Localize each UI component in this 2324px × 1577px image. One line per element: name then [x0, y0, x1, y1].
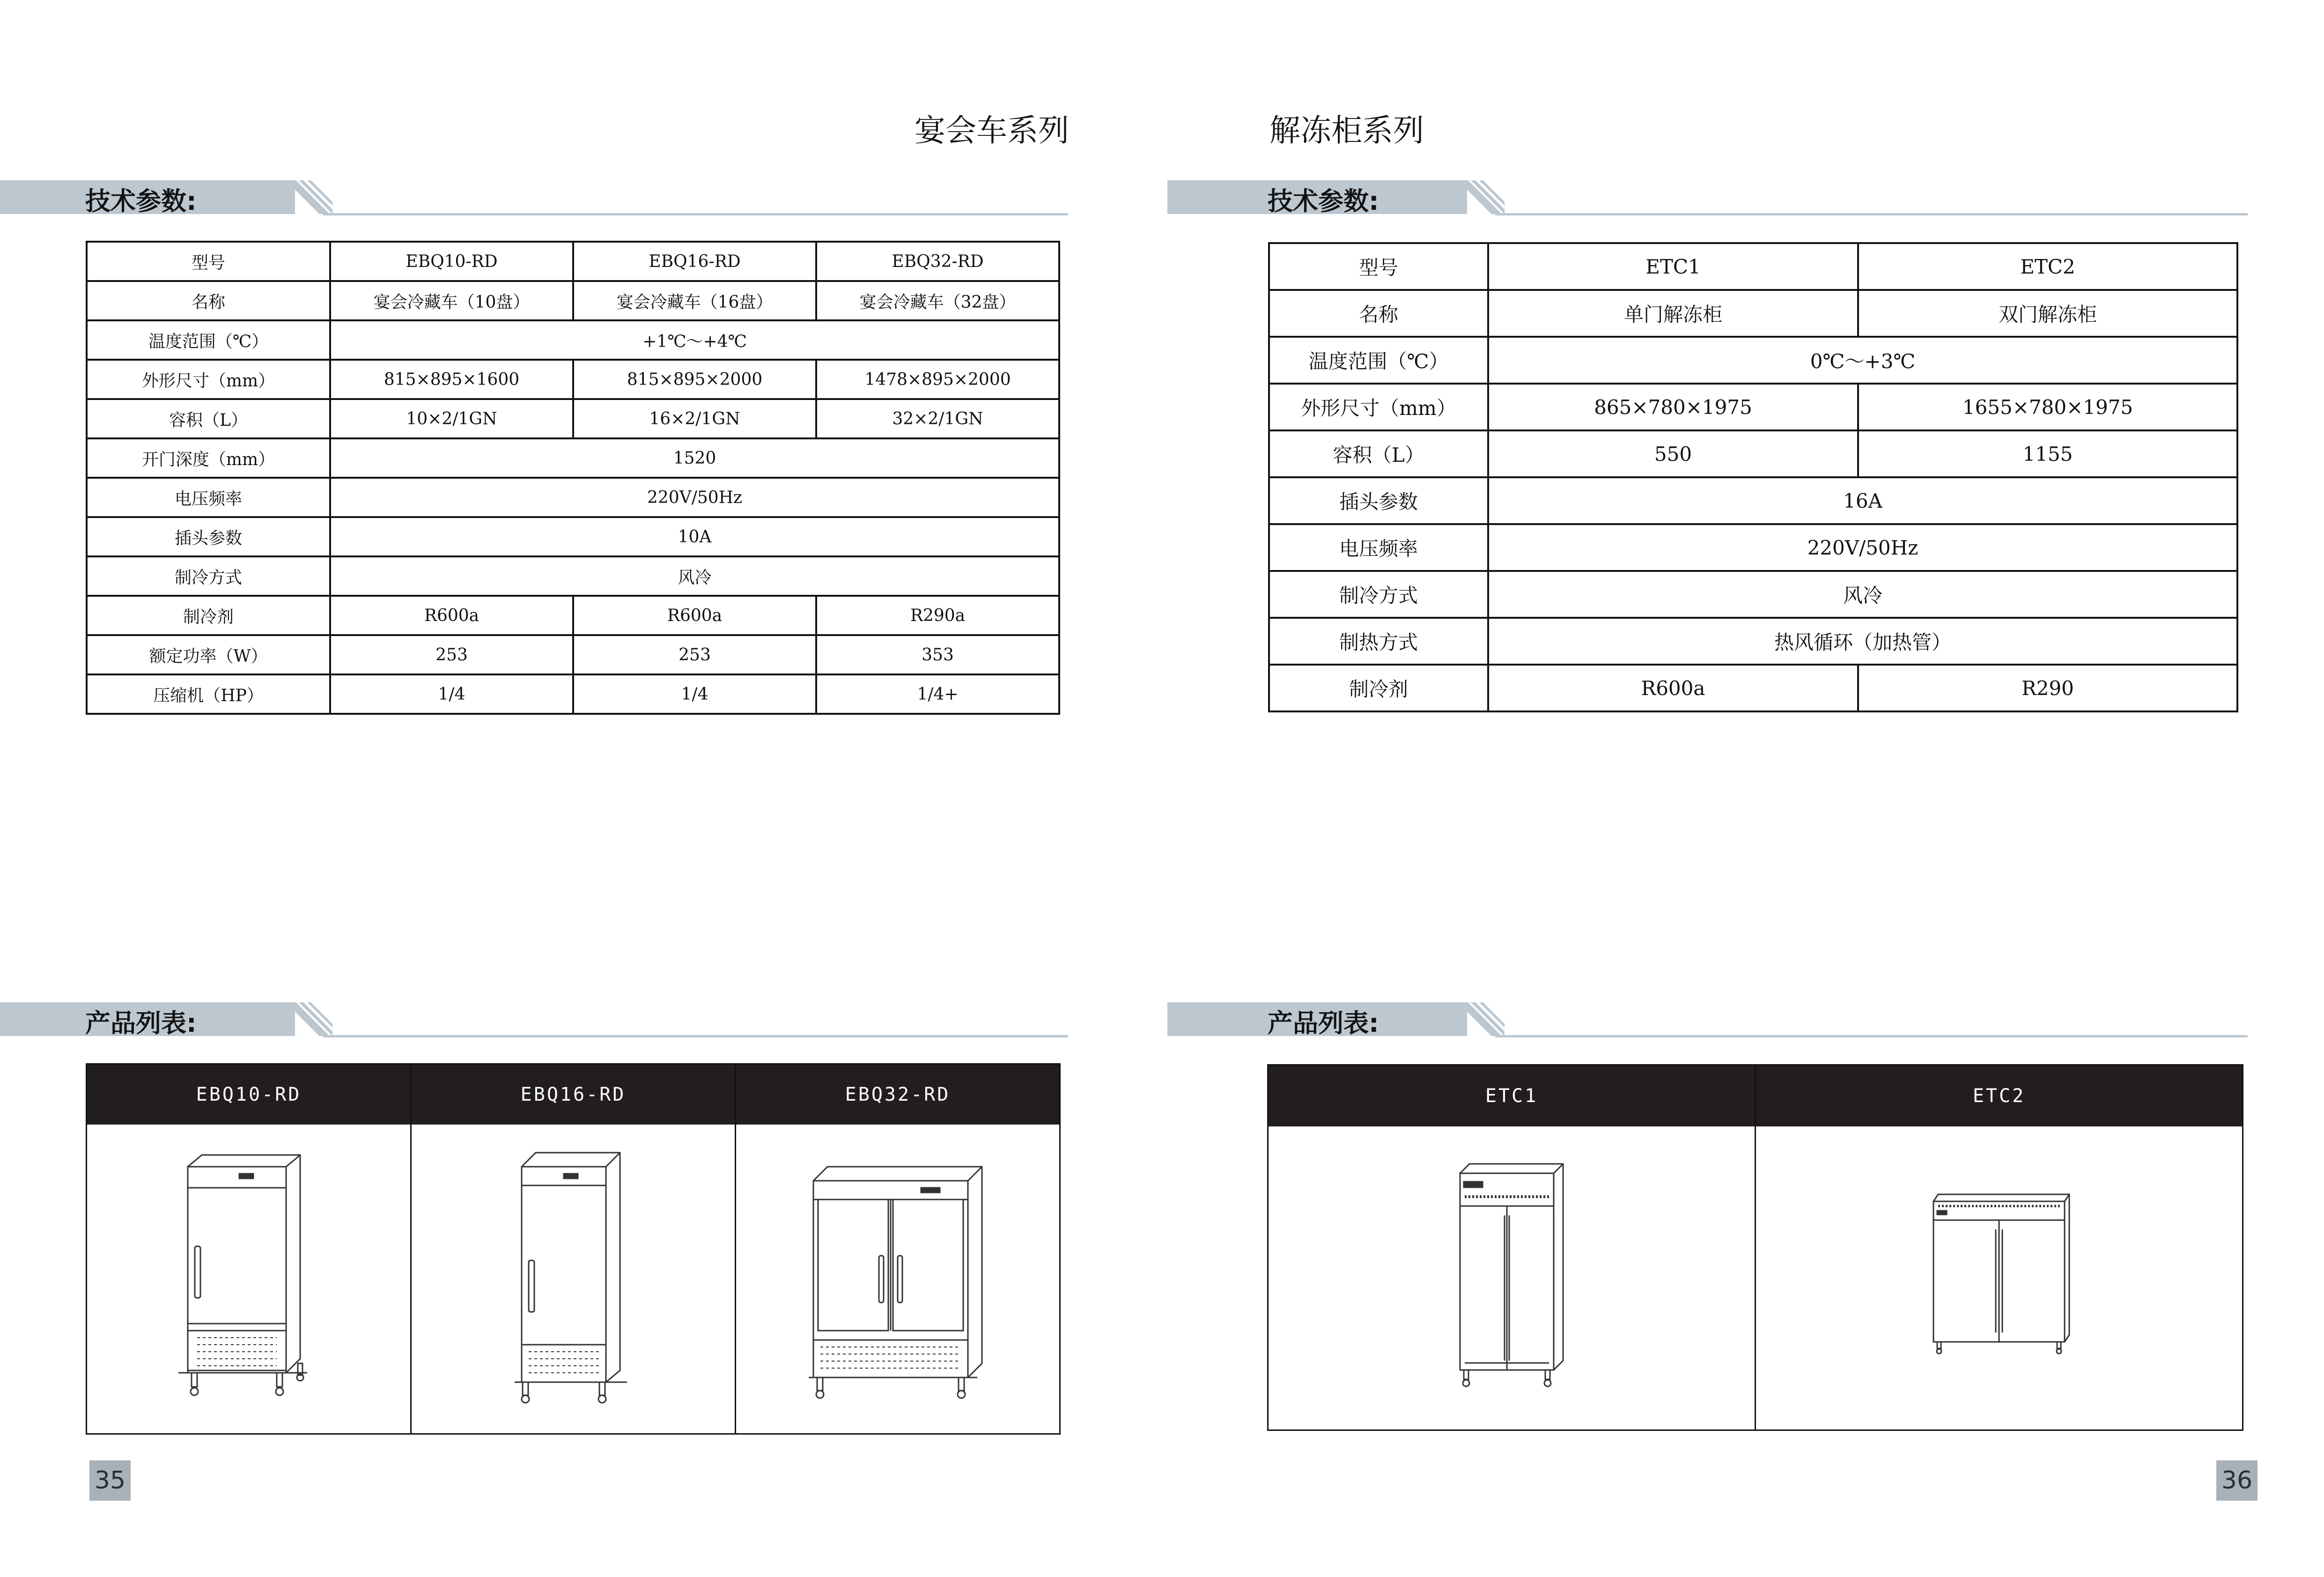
page-number: 35 — [89, 1460, 131, 1501]
spec-row — [87, 596, 1059, 635]
spec-row — [1269, 290, 2237, 337]
spec-row-label: 制冷方式 — [1269, 571, 1488, 618]
product-name: ETC1 — [1269, 1066, 1755, 1126]
spec-value-merged: +1℃～+4℃ — [330, 320, 1059, 360]
stripe-decoration-icon — [1458, 180, 1505, 214]
spec-header-row — [1269, 243, 2237, 290]
spec-row — [87, 320, 1059, 360]
spec-table — [86, 241, 1060, 715]
spec-value: 1/4+ — [816, 674, 1059, 714]
spec-row-label: 容积（L） — [1269, 430, 1488, 477]
stripe-decoration-icon — [1458, 1002, 1505, 1036]
spec-value: 353 — [816, 635, 1059, 674]
spec-row-label: 名称 — [87, 281, 330, 320]
spec-value: 32×2/1GN — [816, 399, 1059, 438]
spec-value: 1/4 — [573, 674, 816, 714]
spec-row-label: 开门深度（mm） — [87, 438, 330, 478]
spec-value: 双门解冻柜 — [1858, 290, 2237, 337]
spec-value: 宴会冷藏车（32盘） — [816, 281, 1059, 320]
spec-row — [87, 399, 1059, 438]
product-section-label: 产品列表: — [85, 1008, 197, 1038]
spec-value: 10×2/1GN — [330, 399, 573, 438]
spec-value: 宴会冷藏车（10盘） — [330, 281, 573, 320]
spec-value: R600a — [330, 596, 573, 635]
page-number: 36 — [2216, 1460, 2258, 1501]
spec-row-label: 制热方式 — [1269, 618, 1488, 665]
spec-value: 815×895×2000 — [573, 360, 816, 399]
spec-value: 1155 — [1858, 430, 2237, 477]
spec-table — [1268, 242, 2238, 712]
spec-row — [87, 517, 1059, 556]
spec-value: 1478×895×2000 — [816, 360, 1059, 399]
spec-value: 253 — [573, 635, 816, 674]
product-section-label: 产品列表: — [1268, 1008, 1379, 1038]
spec-value-merged: 风冷 — [330, 556, 1059, 596]
product-card[interactable] — [1269, 1066, 1756, 1429]
spec-section-label: 技术参数: — [85, 186, 197, 216]
product-list — [1267, 1064, 2243, 1431]
spec-row — [1269, 477, 2237, 524]
spec-row — [1269, 337, 2237, 384]
spec-row-label: 温度范围（℃） — [1269, 337, 1488, 384]
spec-value-merged: 热风循环（加热管） — [1488, 618, 2237, 665]
spec-value: 1655×780×1975 — [1858, 384, 2237, 430]
spec-row — [1269, 524, 2237, 571]
spec-row-label: 插头参数 — [1269, 477, 1488, 524]
spec-row-label: 制冷剂 — [1269, 665, 1488, 711]
spec-value-merged: 16A — [1488, 477, 2237, 524]
spec-row — [1269, 384, 2237, 430]
product-name: EBQ10-RD — [87, 1065, 410, 1125]
spec-header-model: ETC2 — [1858, 243, 2237, 290]
spec-row — [1269, 571, 2237, 618]
spec-row-label: 名称 — [1269, 290, 1488, 337]
spec-value: R600a — [1488, 665, 1858, 711]
spec-row-label: 插头参数 — [87, 517, 330, 556]
spec-header-label: 型号 — [1269, 243, 1488, 290]
thawing-cabinet-single-door-icon — [1269, 1126, 1755, 1429]
spec-header-model: EBQ32-RD — [816, 242, 1059, 281]
banquet-cart-single-door-icon — [87, 1125, 410, 1433]
spec-row-label: 外形尺寸（mm） — [1269, 384, 1488, 430]
spec-value: R290 — [1858, 665, 2237, 711]
right-page — [1162, 0, 2324, 1577]
product-card[interactable] — [412, 1065, 736, 1433]
product-section-bar — [0, 1002, 1068, 1036]
spec-row — [87, 635, 1059, 674]
spec-row-label: 容积（L） — [87, 399, 330, 438]
spec-value-merged: 220V/50Hz — [330, 478, 1059, 517]
spec-row-label: 制冷方式 — [87, 556, 330, 596]
spec-value: 16×2/1GN — [573, 399, 816, 438]
spec-row — [87, 478, 1059, 517]
product-section-bar — [1167, 1002, 2248, 1036]
spec-row-label: 电压频率 — [87, 478, 330, 517]
spec-section-bar — [1167, 180, 2248, 214]
spec-value: 253 — [330, 635, 573, 674]
spec-value: 865×780×1975 — [1488, 384, 1858, 430]
spec-value-merged: 220V/50Hz — [1488, 524, 2237, 571]
spec-section-label: 技术参数: — [1268, 186, 1379, 216]
spec-row-label: 制冷剂 — [87, 596, 330, 635]
spec-row-label: 压缩机（HP） — [87, 674, 330, 714]
spec-header-model: EBQ10-RD — [330, 242, 573, 281]
spec-row — [87, 674, 1059, 714]
stripe-decoration-icon — [286, 180, 332, 214]
series-title: 解冻柜系列 — [1269, 112, 1424, 148]
spec-value: R600a — [573, 596, 816, 635]
spec-header-row — [87, 242, 1059, 281]
spec-header-label: 型号 — [87, 242, 330, 281]
spec-row — [87, 556, 1059, 596]
spec-row — [1269, 618, 2237, 665]
spec-header-model: EBQ16-RD — [573, 242, 816, 281]
product-list — [86, 1063, 1061, 1435]
spec-value: R290a — [816, 596, 1059, 635]
spec-value-merged: 10A — [330, 517, 1059, 556]
stripe-decoration-icon — [286, 1002, 332, 1036]
product-card[interactable] — [1756, 1066, 2242, 1429]
spec-row-label: 额定功率（W） — [87, 635, 330, 674]
thawing-cabinet-double-door-icon — [1756, 1126, 2242, 1429]
spec-header-model: ETC1 — [1488, 243, 1858, 290]
spec-value-merged: 0℃～+3℃ — [1488, 337, 2237, 384]
spec-row — [87, 438, 1059, 478]
spec-value: 1/4 — [330, 674, 573, 714]
product-card[interactable] — [736, 1065, 1059, 1433]
spec-value: 550 — [1488, 430, 1858, 477]
product-name: EBQ16-RD — [412, 1065, 735, 1125]
product-name: EBQ32-RD — [736, 1065, 1059, 1125]
spec-row — [87, 360, 1059, 399]
spec-row-label: 温度范围（℃） — [87, 320, 330, 360]
spec-value: 宴会冷藏车（16盘） — [573, 281, 816, 320]
banquet-cart-double-door-icon — [736, 1125, 1059, 1433]
spec-section-bar — [0, 180, 1068, 214]
product-name: ETC2 — [1756, 1066, 2242, 1126]
spec-row-label: 外形尺寸（mm） — [87, 360, 330, 399]
spec-value-merged: 风冷 — [1488, 571, 2237, 618]
banquet-cart-tall-single-door-icon — [412, 1125, 735, 1433]
product-card[interactable] — [87, 1065, 412, 1433]
spec-value-merged: 1520 — [330, 438, 1059, 478]
spec-row — [87, 281, 1059, 320]
spec-row — [1269, 430, 2237, 477]
series-title: 宴会车系列 — [915, 112, 1069, 148]
spec-value: 单门解冻柜 — [1488, 290, 1858, 337]
spec-value: 815×895×1600 — [330, 360, 573, 399]
spec-row-label: 电压频率 — [1269, 524, 1488, 571]
spec-row — [1269, 665, 2237, 711]
